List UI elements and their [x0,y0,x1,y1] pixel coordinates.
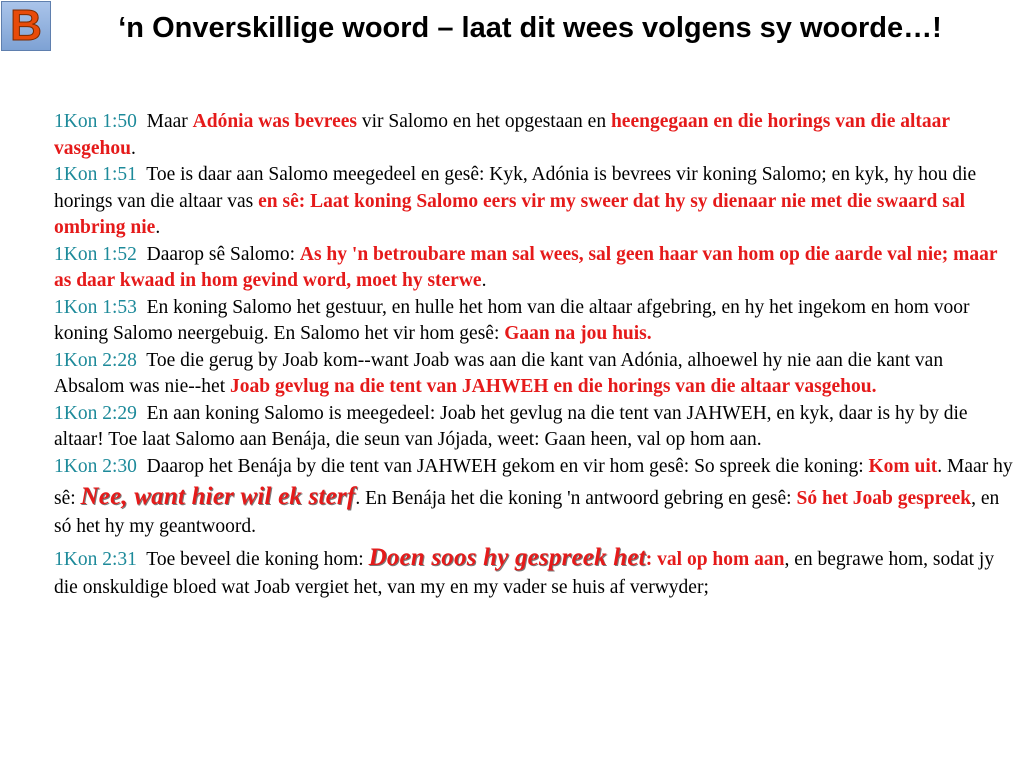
verse-text: . Maar hy sê: [54,455,1013,510]
highlighted-text: : val op hom aan [645,548,785,570]
scripture-passage [54,109,1016,601]
highlighted-text: Kom uit [868,455,938,477]
highlighted-text: Adónia was bevrees [192,111,357,132]
verse-text: . [155,217,161,239]
slide-badge [1,1,51,51]
verse-reference: 1Kon 1:52 [54,243,137,265]
verse [54,109,1016,162]
highlighted-text: en sê: Laat koning Salomo eers vir my sweer dat hy sy dienaar nie met die swaard sal ombring nie [54,190,966,239]
verse-text: . [481,270,487,292]
verse-text: Daarop sê Salomo: [146,243,300,265]
highlighted-text: Joab gevlug na die tent van JAHWEH en die horings van die altaar vasgehou. [230,376,877,398]
verse [54,295,1016,348]
verse-text: En koning Salomo het gestuur, en hulle het hom van die altaar afgebring, en hy het ingekom en hom voor koning Salomo neergebuig. En Salomo het vir hom gesê: [54,296,970,345]
verse-reference: 1Kon 2:28 [54,349,137,371]
highlighted-text: As hy 'n betroubare man sal wees, sal geen haar van hom op die aarde val nie; maar as daar kwaad in hom gevind word, moet hy sterwe [54,243,998,292]
verse-reference: 1Kon 2:31 [54,548,137,570]
verse [54,348,1016,401]
verse-text: Toe is daar aan Salomo meegedeel en gesê: Kyk, Adónia is bevrees vir koning Salomo; en kyk, hy hou die horings van die altaar vas [54,164,977,212]
emphasized-quote: Doen soos hy gespreek het [368,543,646,571]
verse-text: Toe die gerug by Joab kom--want Joab was aan die kant van Adónia, alhoewel hy nie aan die kant van Absalom was nie--het [54,349,944,398]
verse-reference: 1Kon 1:50 [54,111,137,132]
verse-text: , en begrawe hom, sodat jy die onskuldige bloed wat Joab vergiet het, van my en my vader se huis af verwyder; [54,548,995,598]
highlighted-text: heengegaan en die horings van die altaar vasgehou [54,111,950,159]
verse-text: Toe beveel die koning hom: [146,548,369,570]
verse [54,454,1016,541]
verse [54,401,1016,454]
verse [54,162,1016,242]
verse-text: . [130,137,136,159]
highlighted-text: Só het Joab gespreek [796,488,972,510]
verse-text: vir Salomo en het opgestaan en [356,111,611,132]
verse [54,541,1016,602]
verse-reference: 1Kon 2:29 [54,402,137,424]
verse-text: Daarop het Benája by die tent van JAHWEH gekom en vir hom gesê: So spreek die koning: [146,455,869,477]
verse-text: . En Benája het die koning 'n antwoord gebring en gesê: [355,488,797,510]
verse-text: En aan koning Salomo is meegedeel: Joab het gevlug na die tent van JAHWEH, en kyk, daar is hy by die altaar! Toe laat Salomo aan Benája, die seun van Jójada, weet: Gaan heen, val op hom aan. [54,402,968,451]
verse-reference: 1Kon 2:30 [54,455,137,477]
verse-reference: 1Kon 1:53 [54,296,137,318]
slide-title: ‘n Onverskillige woord – laat dit wees volgens sy woorde…! [118,12,942,44]
verse-text: Maar [146,111,193,132]
emphasized-quote: Nee, want hier wil ek sterf [80,483,356,511]
verse [54,242,1016,295]
highlighted-text: Gaan na jou huis. [504,323,652,345]
verse-reference: 1Kon 1:51 [54,164,137,186]
verse-text: , en só het hy my geantwoord. [54,488,1000,538]
badge-letter: B [10,1,42,50]
